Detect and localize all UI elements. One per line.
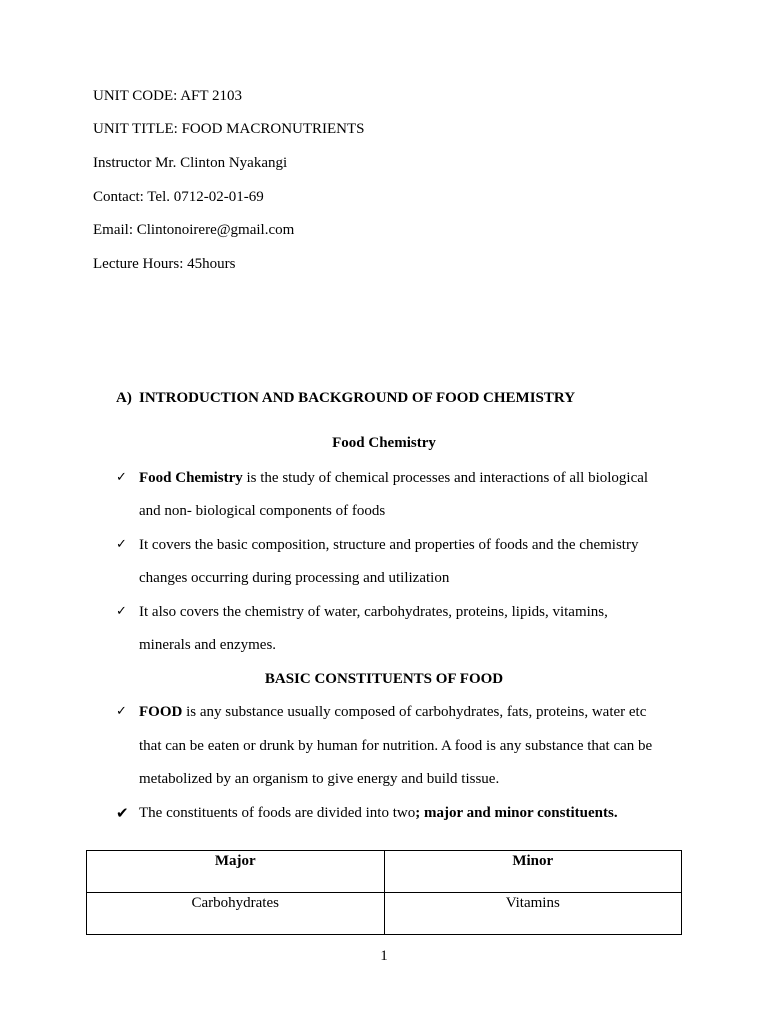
basic-constituents-heading: BASIC CONSTITUENTS OF FOOD: [264, 671, 504, 687]
section-a-marker: A): [116, 390, 132, 406]
bullet-division: [139, 804, 618, 822]
contact: Contact: Tel. 0712-02-01-69: [93, 189, 264, 205]
food-chemistry-subheading: Food Chemistry: [332, 435, 436, 451]
bullet-food-line3: metabolized by an organism to give energy and build tissue.: [139, 771, 500, 787]
bullet-composition-line1: It covers the basic composition, structure and properties of foods and the chemistry: [139, 537, 639, 553]
heavy-checkmark-icon: ✔: [116, 804, 129, 822]
bullet-bold-lead: FOOD: [139, 704, 183, 720]
bullet-chemistry-of-line1: It also covers the chemistry of water, carbohydrates, proteins, lipids, vitamins,: [139, 604, 608, 620]
checkmark-icon: ✓: [116, 470, 127, 485]
checkmark-icon: ✓: [116, 537, 127, 552]
unit-title: UNIT TITLE: FOOD MACRONUTRIENTS: [93, 121, 365, 137]
bullet-text: is the study of chemical processes and interactions of all biological: [242, 470, 649, 486]
checkmark-icon: ✓: [116, 704, 127, 719]
unit-code: UNIT CODE: AFT 2103: [93, 88, 243, 104]
lecture-hours: Lecture Hours: 45hours: [93, 256, 236, 272]
table-cell-minor: Vitamins: [384, 893, 682, 935]
bullet-bold-tail: ; major and minor constituents.: [415, 805, 618, 821]
bullet-text: is any substance usually composed of carbohydrates, fats, proteins, water etc: [182, 704, 647, 720]
section-a-heading: INTRODUCTION AND BACKGROUND OF FOOD CHEMISTRY: [139, 390, 576, 406]
table-header-minor: Minor: [384, 851, 682, 893]
email: Email: Clintonoirere@gmail.com: [93, 222, 295, 238]
bullet-food-line1: [139, 703, 646, 721]
table-cell-major: Carbohydrates: [87, 893, 385, 935]
bullet-text: The constituents of foods are divided into two: [139, 805, 416, 821]
table-header-row: [87, 851, 682, 893]
bullet-food-line2: that can be eaten or drunk by human for nutrition. A food is any substance that can be: [139, 738, 653, 754]
constituents-table: [86, 850, 682, 935]
bullet-food-chemistry-line2: and non- biological components of foods: [139, 503, 386, 519]
table-row: [87, 893, 682, 935]
instructor: Instructor Mr. Clinton Nyakangi: [93, 155, 288, 171]
bullet-bold-lead: Food Chemistry: [139, 470, 243, 486]
bullet-food-chemistry-line1: [139, 469, 648, 487]
table-header-major: Major: [87, 851, 385, 893]
page-number: 1: [380, 948, 388, 964]
bullet-chemistry-of-line2: minerals and enzymes.: [139, 637, 277, 653]
checkmark-icon: ✓: [116, 604, 127, 619]
bullet-composition-line2: changes occurring during processing and utilization: [139, 570, 450, 586]
